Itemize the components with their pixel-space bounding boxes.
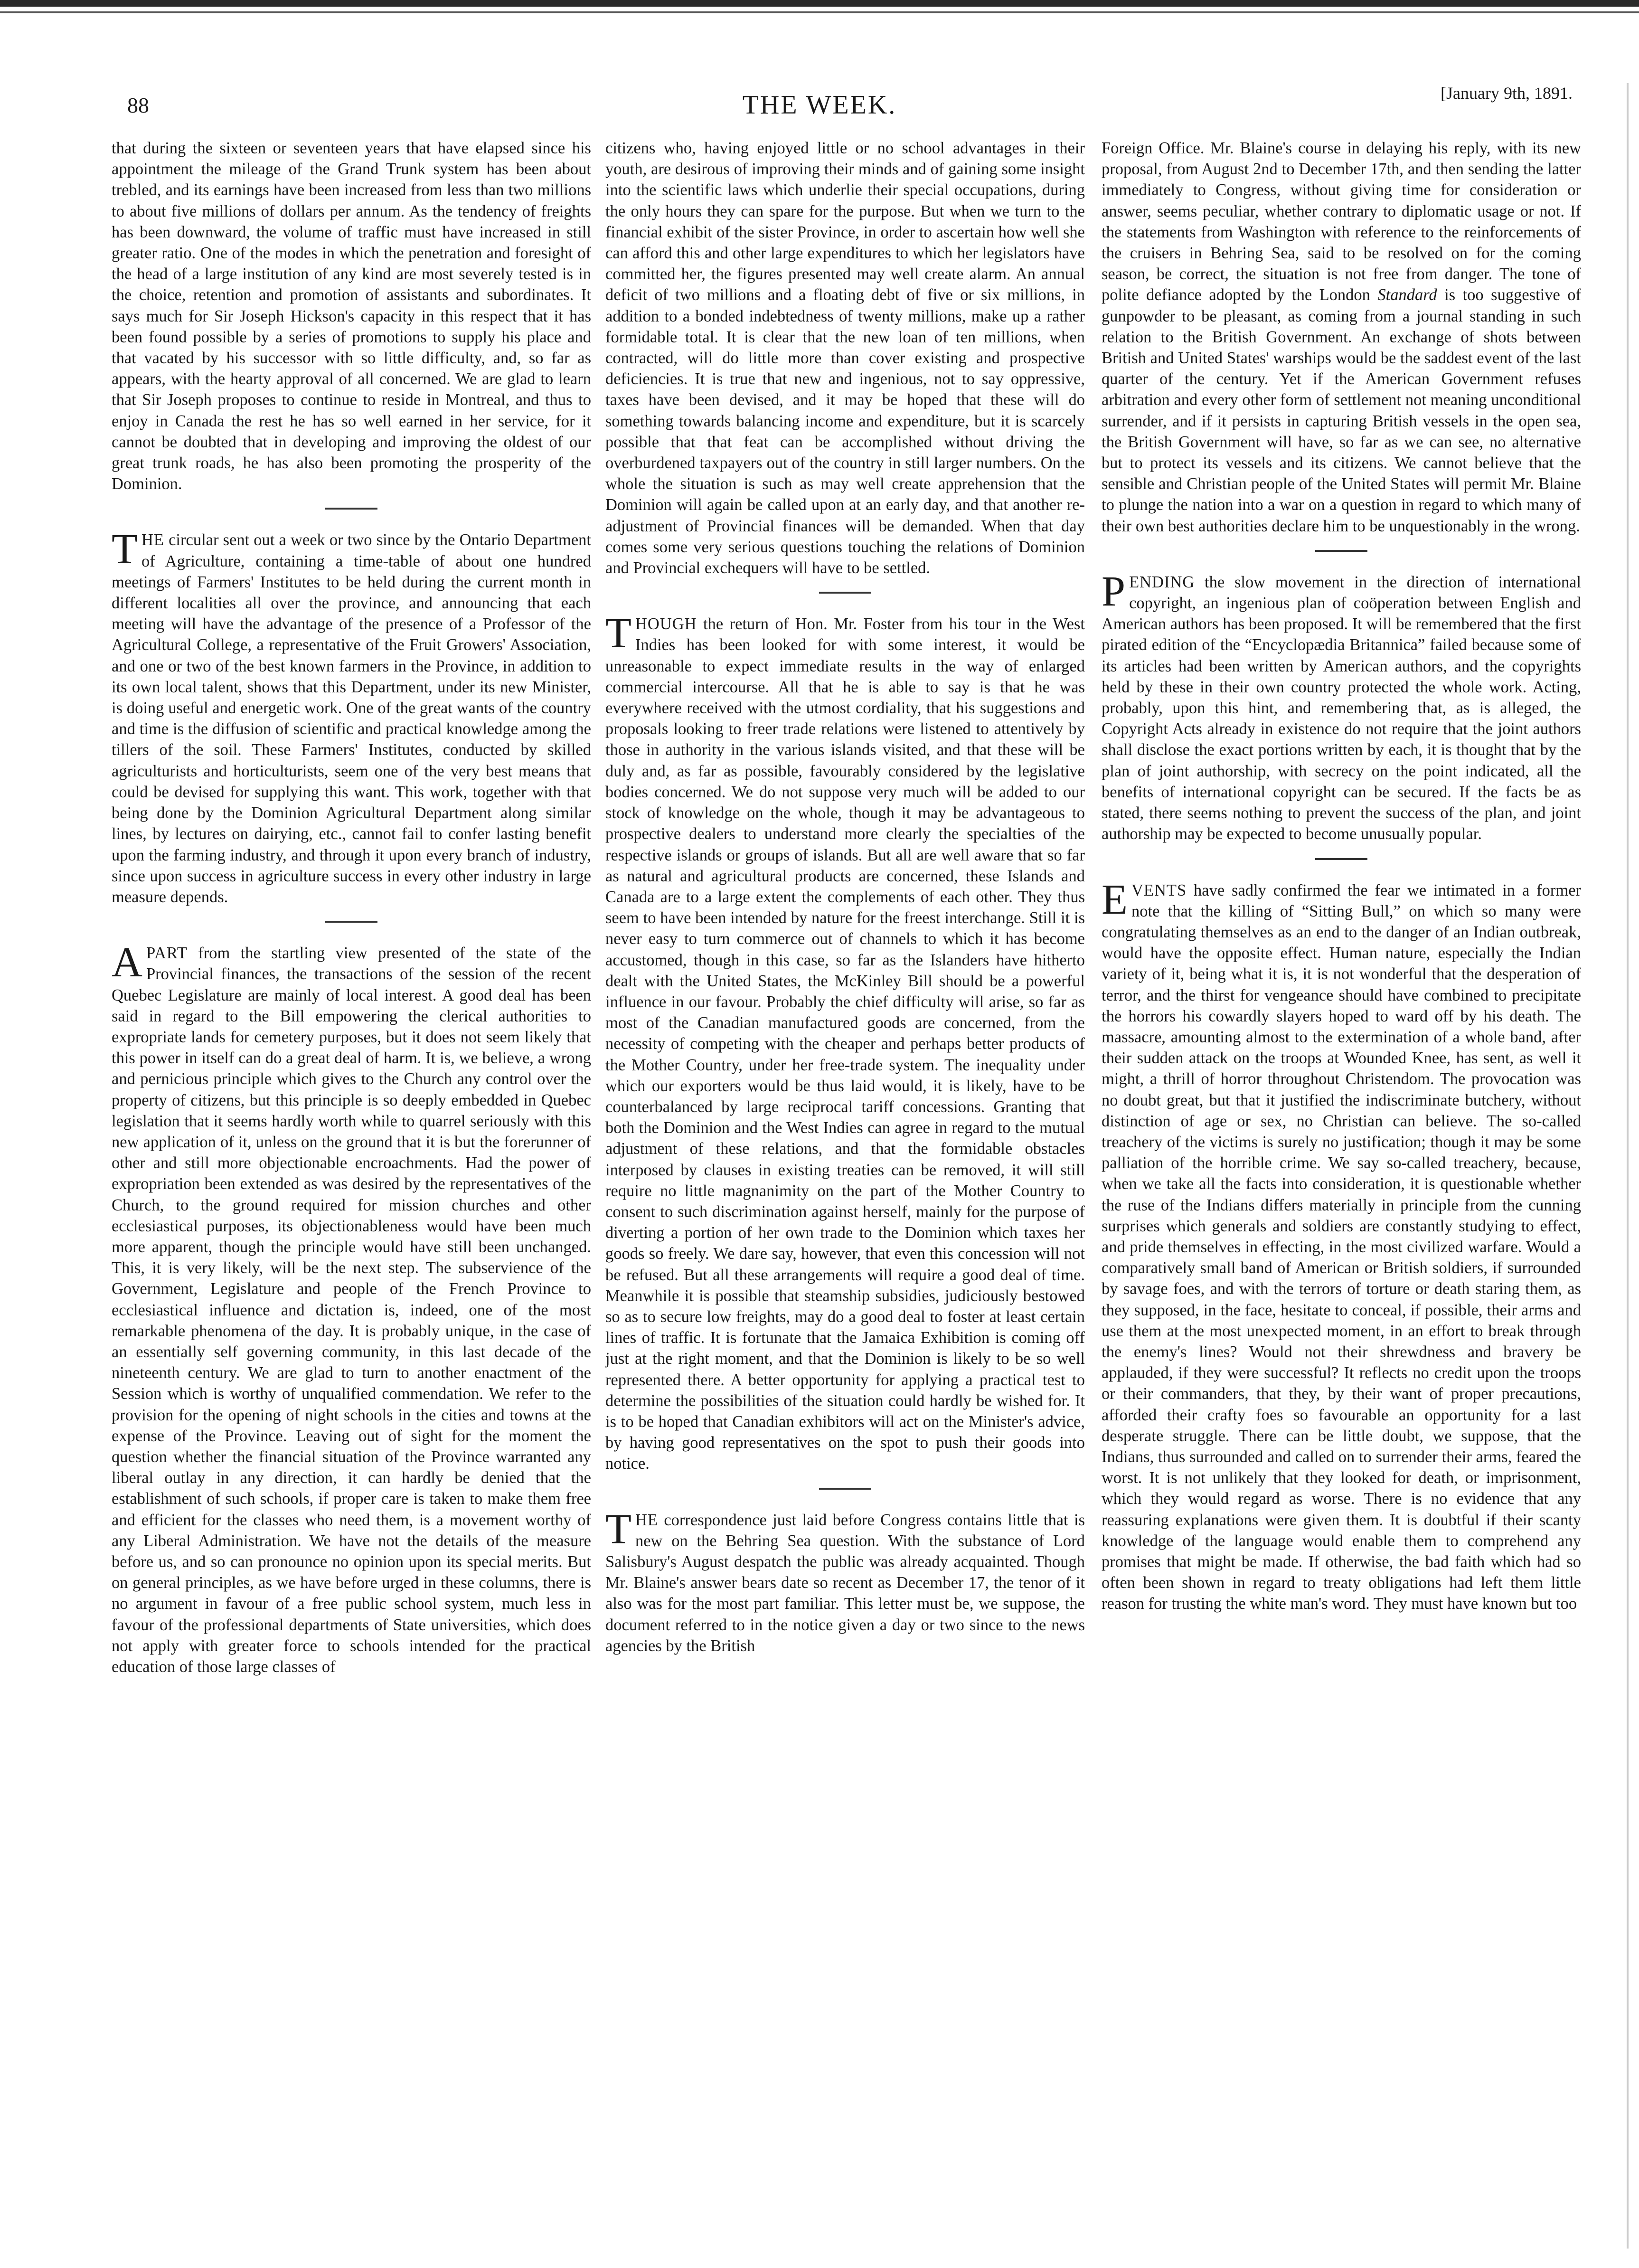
paragraph-provincial-finances: citizens who, having enjoyed little or no school advantages in their youth, are desirous of improving their minds and of gaining some insight into the scientific laws which underlie their special occupations, during the only hours they can spare for the purpose. But when we turn to the financial exhibit of the sister Province, in order to ascertain how well she can afford this and other large expenditures to which her legislators have committed her, the figures presented may well create alarm. An annual deficit of two millions and a floating debt of five or six millions, in addition to a bonded indebtedness of twenty millions, make up a rather formidable total. It is clear that the new loan of ten millions, when contracted, will do little more than cover existing and prospective deficiencies. It is true that new and ingenious, not to say oppressive, taxes have been devised, and it may be hoped that these will do something towards balancing income and expenditure, but it is scarcely possible that that feat can be accomplished without driving the overburdened taxpayers out of the country in still larger numbers. On the whole the situation is such as may well create apprehension that the Dominion will again be called upon at an early day, and that another re-adjustment of Provincial finances will be demanded. When that day comes some very serious questions touching the relations of Dominion and Provincial exchequers will have to be settled. bbox=[605, 139, 1085, 577]
paragraph-quebec-legislature bbox=[112, 939, 591, 1677]
page-edge-shadow bbox=[1627, 83, 1629, 2249]
paragraph-sitting-bull bbox=[1102, 876, 1581, 1615]
paragraph-behring-sea bbox=[605, 1505, 1085, 1656]
column-1 bbox=[112, 138, 591, 1677]
column-3 bbox=[1102, 138, 1581, 1615]
section-divider bbox=[325, 508, 377, 510]
issue-date: [January 9th, 1891. bbox=[1441, 84, 1573, 103]
drop-cap: T bbox=[605, 610, 631, 657]
drop-cap: A bbox=[112, 939, 142, 986]
top-border-thin-rule bbox=[0, 11, 1639, 13]
paragraph-west-indies bbox=[605, 610, 1085, 1474]
paragraph-grand-trunk: that during the sixteen or seventeen years that have elapsed since his appointment the mileage of the Grand Trunk system has been about trebled, and its earnings have been increased from less than two millions to about five millions of dollars per annum. As the tendency of freights has been downward, the volume of traffic must have increased in still greater ratio. One of the modes in which the penetration and foresight of the head of a large institution of any kind are most severely tested is in the choice, retention and promotion of assistants and subordinates. It says much for Sir Joseph Hickson's capacity in this respect that it has been found possible by a series of promotions to supply his place and that vacated by his successor with so little difficulty, and, so far as appears, with the hearty approval of all concerned. We are glad to learn that Sir Joseph proposes to continue to reside in Montreal, and thus to enjoy in Canada the rest he has so well earned in her service, for it cannot be doubted that in developing and improving the oldest of our great trunk roads, he has also been promoting the prosperity of the Dominion. bbox=[112, 139, 591, 493]
paragraph-text: circular sent out a week or two since by the Ontario Department of Agriculture, containing a time-table of about one hundred meetings of Farmers' Institutes to be held during the current month in different localities all over the province, and announcing that each meeting will have the advantage of the presence of a Professor of the Agricultural College, a representative of the Fruit Growers' Association, and one or two of the best known farmers in the Province, in addition to its own local talent, shows that this Department, under its new Minister, is doing useful and energetic work. One of the great wants of the country and time is the diffusion of scientific and practical knowledge among the tillers of the soil. These Farmers' Institutes, conducted by skilled agriculturists and horticulturists, seem one of the very best means that could be devised for supplying this want. This work, together with that being done by the Dominion Agricultural Department along similar lines, by lectures on dairying, etc., cannot fail to confer lasting benefit upon the farming industry, and through it upon every branch of industry, since upon success in agriculture success in every other industry in large measure depends. bbox=[112, 531, 591, 906]
lead-word: HE bbox=[141, 531, 164, 549]
drop-cap: T bbox=[112, 526, 138, 573]
paragraph-text: have sadly confirmed the fear we intimated in a former note that the killing of “Sitting Bull,” on which so many were congratulating themselves as an end to the danger of an Indian outbreak, would have the opposite effect. Human nature, especially the Indian variety of it, being what it is, it is not wonderful that the desperation of terror, and the thirst for vengeance should have combined to precipitate the horrors his cowardly slayers hoped to ward off by his death. The massacre, amounting almost to the extermination of a whole band, after their sudden attack on the troops at Wounded Knee, has sent, as well it might, a thrill of horror throughout Christendom. The provocation was no doubt great, but that it justified the indiscriminate butchery, without distinction of age or sex, no Christian can believe. The so-called treachery of the victims is surely no justification; though it may be some palliation of the horrible crime. We say so-called treachery, because, when we take all the facts into consideration, it is questionable whether the ruse of the Indians differs materially in principle from the cunning surprises which generals and soldiers are constantly studying to effect, and pride themselves in effecting, in the most civilized warfare. Would a comparatively small band of American or British soldiers, if surrounded by savage foes, and with the terrors of torture or death staring them, as they supposed, in the face, hesitate to conceal, if possible, their arms and use them at the most unexpected moment, in an effort to break through the enemy's lines? Would not their shrewdness and bravery be applauded, if they were successful? It reflects no credit upon the troops or their commanders, that they, by their want of proper precautions, afforded their crafty foes so favourable an opportunity for a last desperate struggle. There can be little doubt, we suppose, that the Indians, thus surrounded and called on to surrender their arms, feared the worst. It is not unlikely that they looked for death, or imprisonment, which they would regard as worse. There is no evidence that any reassuring explanations were given them. It is doubtful if their scanty knowledge of the language would enable them to comprehend any promises that might be made. If otherwise, the bad faith which had so often been shown in regard to treaty obligations had left them little reason for trusting the white man's word. They must have known but too bbox=[1102, 881, 1581, 1613]
lead-word: VENTS bbox=[1131, 881, 1187, 899]
paragraph-text: the return of Hon. Mr. Foster from his tour in the West Indies has been looked for with some interest, it would be unreasonable to expect immediate results in the way of enlarged commercial intercourse. All that he is able to say is that he was everywhere received with the utmost cordiality, that his suggestions and proposals looking to freer trade relations were listened to attentively by those in authority in the various islands visited, and that these will be duly and, as far as possible, favourably considered by the legislative bodies concerned. We do not suppose very much will be added to our stock of knowledge on the whole, though it may be advantageous to prospective dealers to understand more clearly the specialties of the respective islands or groups of islands. But all are well aware that so far as natural and agricultural products are concerned, these Islands and Canada are to a large extent the complements of each other. They thus seem to have been intended by nature for the freest interchange. Still it is never easy to turn commerce out of channels to which it has become accustomed, though in this case, so far as the Islanders have hitherto dealt with the United States, the McKinley Bill should be a powerful influence in our favour. Probably the chief difficulty will arise, so far as most of the Canadian manufactured goods are concerned, from the necessity of competing with the cheaper and perhaps better products of the Mother Country, under her free-trade system. The inequality under which our exporters would be thus laid would, it is likely, have to be counterbalanced by large reciprocal tariff concessions. Granting that both the Dominion and the West Indies can agree in regard to the mutual adjustment of these relations, and that the formidable obstacles interposed by clauses in existing treaties can be removed, it will still require no little magnanimity on the part of the Mother Country to consent to such discrimination against herself, mainly for the purpose of diverting a portion of her own trade to the Dominion which taxes her goods so freely. We dare say, however, that even this concession will not be refused. But all these arrangements will require a good deal of time. Meanwhile it is possible that steamship subsidies, judiciously bestowed so as to secure low freights, may do a good deal to foster at least certain lines of traffic. It is fortunate that the Jamaica Exhibition is coming off just at the right moment, and that the Dominion is likely to be so well represented there. A better opportunity for applying a practical test to determine the possibilities of the situation could hardly be wished for. It is to be hoped that Canadian exhibitors will act on the Minister's advice, by having good representatives on the spot to push their goods into notice. bbox=[605, 615, 1085, 1473]
italic-title: Standard bbox=[1377, 286, 1437, 304]
top-border-rule bbox=[0, 0, 1639, 7]
lead-word: HE bbox=[635, 1511, 658, 1529]
drop-cap: T bbox=[605, 1505, 631, 1553]
paragraph-text: is too suggestive of gunpowder to be pleasant, as coming from a journal standing in such relation to the British Government. An exchange of shots between British and United States' warships would be the saddest event of the last quarter of the century. Yet if the American Government refuses arbitration and every other form of settlement not meaning unconditional surrender, and if it persists in capturing British vessels in the open sea, the British Government will have, so far as we can see, no alternative but to protect its vessels and its citizens. We cannot believe that the sensible and Christian people of the United States will permit Mr. Blaine to plunge the nation into a war on a question in regard to which many of their own best authorities declare him to be unquestionably in the wrong. bbox=[1102, 286, 1582, 535]
section-divider bbox=[819, 1488, 871, 1490]
column-2 bbox=[605, 138, 1085, 1656]
paragraph-farmers-institutes bbox=[112, 526, 591, 907]
drop-cap: E bbox=[1102, 876, 1128, 923]
lead-word: HOUGH bbox=[635, 615, 697, 633]
paragraph-copyright bbox=[1102, 567, 1581, 845]
lead-word: ENDING bbox=[1129, 573, 1195, 591]
page-number: 88 bbox=[127, 93, 149, 117]
publication-title: THE WEEK. bbox=[742, 90, 897, 120]
drop-cap: P bbox=[1102, 567, 1126, 615]
section-divider bbox=[1315, 550, 1367, 552]
lead-word: PART bbox=[146, 944, 188, 963]
paragraph-text: from the startling view presented of the state of the Provincial finances, the transactions of the session of the recent Quebec Legislature are mainly of local interest. A good deal has been said in regard to the Bill empowering the clerical authorities to expropriate lands for cemetery purposes, but it does not seem likely that this power in itself can do a great deal of harm. It is, we believe, a wrong and pernicious principle which gives to the Church any control over the property of citizens, but this principle is so deeply embedded in Quebec legislation that it seems hardly worth while to quarrel seriously with this new application of it, unless on the ground that it is but the forerunner of other and still more objectionable encroachments. Had the power of expropriation been extended as was desired by the representatives of the Church, to the ground required for mission churches and other ecclesiastical purposes, its objectionableness would have been much more apparent, though the principle would have still been unchanged. This, it is very likely, will be the next step. The subservience of the Government, Legislature and people of the French Province to ecclesiastical influence and dictation is, indeed, one of the most remarkable phenomena of the day. It is probably unique, in the case of an essentially self governing community, in this last decade of the nineteenth century. We are glad to turn to another enactment of the Session which is worthy of unqualified commendation. We refer to the provision for the opening of night schools in the cities and towns at the expense of the Province. Leaving out of sight for the moment the question whether the financial situation of the Province warranted any liberal outlay in any direction, it can hardly be denied that the establishment of such schools, if proper care is taken to make them free and efficient for the classes who need them, is a movement worthy of any Liberal Administration. We have not the details of the measure before us, and so can pronounce no opinion upon its special merits. But on general principles, as we have before urged in these columns, there is no argument in favour of a free public school system, much less in favour of the professional departments of State universities, which does not apply with greater force to schools intended for the practical education of those large classes of bbox=[112, 944, 591, 1676]
page-header bbox=[0, 83, 1639, 126]
paragraph-blaine-reply bbox=[1102, 138, 1581, 537]
paragraph-text: correspondence just laid before Congress contains little that is new on the Behring Sea question. With the substance of Lord Salisbury's August despatch the public was already acquainted. Though Mr. Blaine's answer bears date so recent as December 17, the tenor of it also was for the most part familiar. This letter must be, we suppose, the document referred to in the notice given a day or two since to the news agencies by the British bbox=[605, 1511, 1085, 1655]
paragraph-text: the slow movement in the direction of international copyright, an ingenious plan of coöperation between English and American authors has been proposed. It will be remembered that the first pirated edition of the “Encyclopædia Britannica” failed because some of its articles had been written by American authors, and the copyrights held by these in their own country protected the whole work. Acting, probably, upon this hint, and remembering that, as is alleged, the Copyright Acts already in existence do not require that the joint authors shall disclose the exact portions written by each, it is thought that by the plan of joint authorship, with secrecy on the point indicated, all the benefits of international copyright can be secured. If the facts be as stated, there seems nothing to prevent the success of the plan, and joint authorship may be expected to become unusually popular. bbox=[1102, 573, 1581, 843]
section-divider bbox=[1315, 858, 1367, 860]
paragraph-text: Foreign Office. Mr. Blaine's course in delaying his reply, with its new proposal, from August 2nd to December 17th, and then sending the latter immediately to Congress, without giving time for consideration or answer, seems peculiar, whether contrary to diplomatic usage or not. If the statements from Washington with reference to the reinforcements of the cruisers in Behring Sea, said to be resolved on for the coming season, be correct, the situation is not free from danger. The tone of polite defiance adopted by the London bbox=[1102, 139, 1581, 304]
section-divider bbox=[819, 592, 871, 594]
section-divider bbox=[325, 921, 377, 923]
